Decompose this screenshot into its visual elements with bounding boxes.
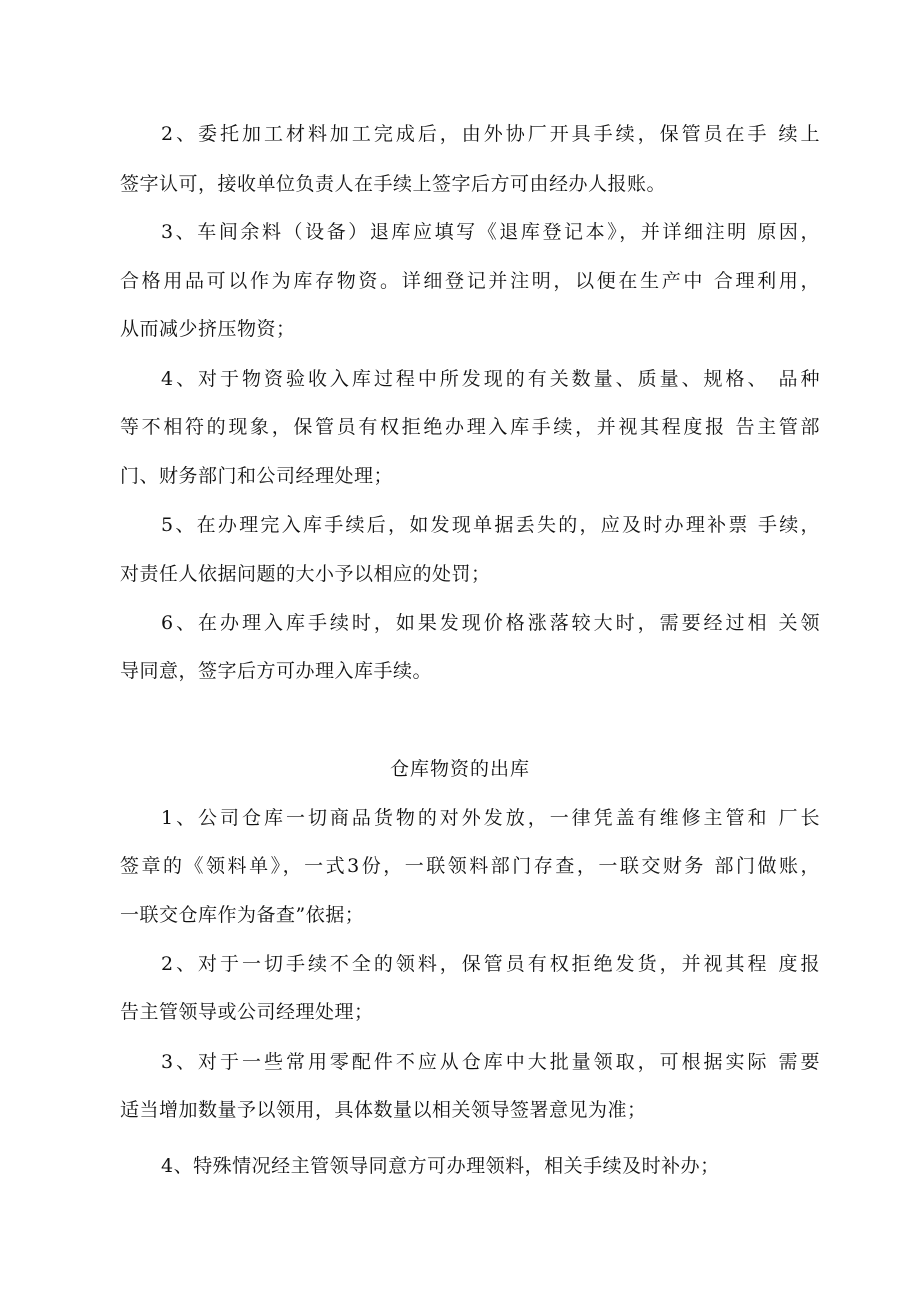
- in-item-6-line-1: 6、在办理入库手续时，如果发现价格涨落较大时，需要经过相 关领: [161, 612, 820, 634]
- in-item-3-line-1: 3、车间余料（设备）退库应填写《退库登记本》，并详细注明 原因，: [161, 221, 820, 243]
- out-item-1-line-2: 签章的《领料单》，一式3份，一联领料部门存查，一联交财务 部门做账，: [120, 855, 820, 877]
- out-item-1-line-1: 1、公司仓库一切商品货物的对外发放，一律凭盖有维修主管和 厂长: [161, 807, 820, 829]
- out-item-4-line-1: 4、特殊情况经主管领导同意方可办理领料，相关手续及时补办；: [161, 1155, 720, 1177]
- section-title-outbound: 仓库物资的出库: [389, 758, 530, 780]
- in-item-4-line-1: 4、对于物资验收入库过程中所发现的有关数量、质量、规格、 品种: [161, 368, 820, 390]
- in-item-6-line-2: 导同意，签字后方可办理入库手续。: [120, 660, 433, 682]
- in-item-3-line-2: 合格用品可以作为库存物资。详细登记并注明，以便在生产中 合理利用，: [120, 270, 820, 292]
- in-item-4-line-3: 门、财务部门和公司经理处理；: [120, 465, 394, 487]
- out-item-2-line-1: 2、对于一切手续不全的领料，保管员有权拒绝发货，并视其程 度报: [161, 953, 820, 975]
- in-item-5-line-2: 对责任人依据问题的大小予以相应的处罚；: [120, 563, 491, 585]
- in-item-2-line-1: 2、委托加工材料加工完成后，由外协厂开具手续，保管员在手 续上: [161, 123, 820, 145]
- out-item-3-line-1: 3、对于一些常用零配件不应从仓库中大批量领取，可根据实际 需要: [161, 1051, 820, 1073]
- out-item-3-line-2: 适当增加数量予以领用，具体数量以相关领导签署意见为准；: [120, 1099, 647, 1121]
- in-item-3-line-3: 从而减少挤压物资；: [120, 318, 296, 340]
- out-item-2-line-2: 告主管领导或公司经理处理；: [120, 1001, 374, 1023]
- out-item-1-line-3: 一联交仓库作为备查”依据；: [120, 904, 365, 926]
- in-item-5-line-1: 5、在办理完入库手续后，如发现单据丢失的，应及时办理补票 手续，: [161, 514, 820, 536]
- in-item-4-line-2: 等不相符的现象，保管员有权拒绝办理入库手续，并视其程度报 告主管部: [120, 416, 820, 438]
- in-item-2-line-2: 签字认可，接收单位负责人在手续上签字后方可由经办人报账。: [120, 173, 667, 195]
